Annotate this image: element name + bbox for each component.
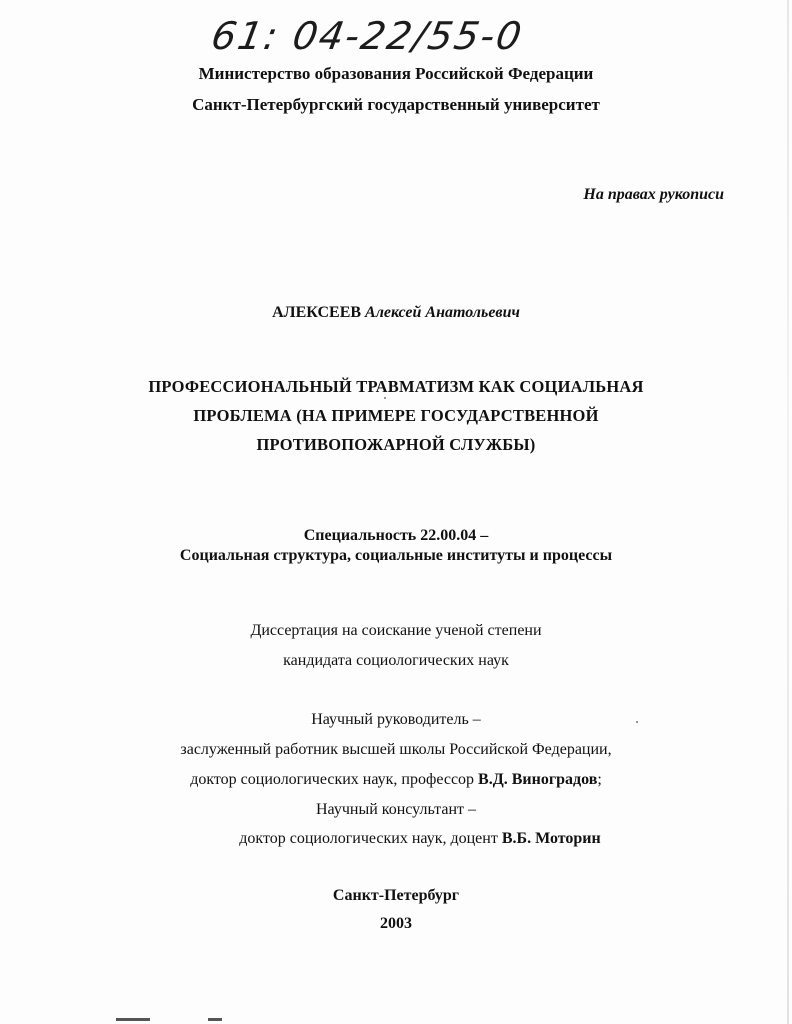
- author-surname: АЛЕКСЕЕВ: [272, 304, 362, 321]
- author-given-names: Алексей Анатольевич: [365, 304, 520, 321]
- dissertation-line-1: Диссертация на соискание ученой степени: [250, 622, 542, 639]
- advisor-line: [0, 771, 792, 789]
- rights-note: На правах рукописи: [583, 186, 724, 203]
- scan-edge: [787, 0, 789, 1024]
- advisor-name: В.Д. Виноградов: [478, 771, 598, 788]
- advisor-degree: доктор социологических наук, профессор: [190, 771, 479, 788]
- consultant-name: В.Б. Моторин: [501, 830, 601, 847]
- specialty-name: Социальная структура, социальные институты и процессы: [179, 547, 613, 564]
- advisor-title: заслуженный работник высшей школы Российской Федерации,: [180, 741, 612, 758]
- scan-speck: [384, 397, 386, 399]
- advisor-label: Научный руководитель –: [311, 711, 481, 728]
- author-name: [0, 304, 792, 322]
- scan-speck: [636, 721, 638, 723]
- title-line-1: ПРОФЕССИОНАЛЬНЫЙ ТРАВМАТИЗМ КАК СОЦИАЛЬНАЯ: [148, 377, 644, 396]
- consultant-label: Научный консультант –: [316, 801, 476, 818]
- scan-bottom-mark: [208, 1018, 222, 1021]
- dissertation-line-2: кандидата социологических наук: [283, 652, 509, 669]
- title-line-2: ПРОБЛЕМА (НА ПРИМЕРЕ ГОСУДАРСТВЕННОЙ: [193, 406, 599, 425]
- scan-bottom-mark: [116, 1018, 150, 1021]
- title-line-3: ПРОТИВОПОЖАРНОЙ СЛУЖБЫ): [256, 435, 536, 454]
- consultant-degree: доктор социологических наук, доцент: [239, 830, 502, 847]
- consultant-line: [24, 830, 792, 848]
- specialty-code: Специальность 22.00.04 –: [303, 527, 489, 544]
- handwritten-registry-number: 61: 04-22/55-0: [208, 14, 527, 58]
- city: Санкт-Петербург: [332, 887, 460, 904]
- ministry-heading: Министерство образования Российской Федерации: [198, 64, 594, 83]
- advisor-end: ;: [597, 771, 602, 788]
- year: 2003: [380, 915, 412, 932]
- university-heading: Санкт-Петербургский государственный университет: [192, 95, 600, 114]
